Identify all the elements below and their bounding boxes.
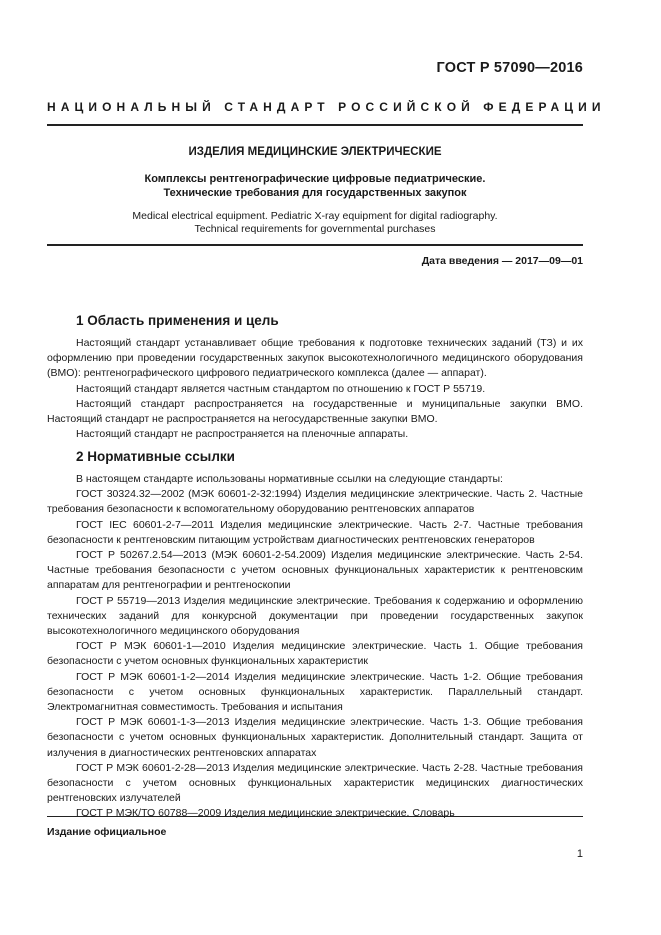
footer-divider xyxy=(47,816,583,817)
reference-item: ГОСТ Р МЭК 60601-1-3—2013 Изделия медицинские электрические. Часть 1-3. Общие требования безопасности с учетом основных функциональных характеристик. Дополнительный стандарт. Защита от излучения в диагностических рентгеновских аппаратах xyxy=(47,716,583,759)
reference-item: ГОСТ Р 55719—2013 Изделия медицинские электрические. Требования к содержанию и оформлению технических заданий для конкурсной документации при проведении государственных закупок высокотехнологичного медицинского оборудования xyxy=(47,594,583,638)
official-edition-label: Издание официальное xyxy=(47,826,167,838)
english-title xyxy=(47,210,583,236)
reference-item: ГОСТ Р МЭК/ТО 60788—2009 Изделия медицинские электрические. Словарь xyxy=(76,807,455,820)
reference-item: ГОСТ 30324.32—2002 (МЭК 60601-2-32:1994) Изделия медицинские электрические. Часть 2. Частные требования безопасности к вспомогательному оборудованию рентгеновских аппаратов xyxy=(47,488,583,516)
section-2-heading: 2 Нормативные ссылки xyxy=(76,449,235,464)
english-title-line-2: Technical requirements for governmental purchases xyxy=(194,223,436,235)
introduction-date: Дата введения — 2017—09—01 xyxy=(421,255,583,267)
section-1-heading: 1 Область применения и цель xyxy=(76,313,279,328)
subtitle-line-1: Комплексы рентгенографические цифровые педиатрические. xyxy=(144,173,486,185)
section-2-paragraph: В настоящем стандарте использованы нормативные ссылки на следующие стандарты: xyxy=(76,473,503,485)
subtitle xyxy=(47,172,583,200)
english-title-line-1: Medical electrical equipment. Pediatric X-ray equipment for digital radiography. xyxy=(132,210,498,222)
section-1-body xyxy=(47,336,583,442)
section-1-paragraph: Настоящий стандарт является частным стандартом по отношению к ГОСТ Р 55719. xyxy=(76,382,486,395)
reference-item: ГОСТ Р МЭК 60601-2-28—2013 Изделия медицинские электрические. Часть 2-28. Частные требования безопасности с учетом основных функциональных характеристик медицинских диагностических рентгеновских излучателей xyxy=(47,761,583,805)
page-number: 1 xyxy=(576,848,583,860)
header-divider xyxy=(47,124,583,126)
reference-item: ГОСТ Р 50267.2.54—2013 (МЭК 60601-2-54.2009) Изделия медицинские электрические. Часть 2-54. Частные требования безопасности с учетом основных функциональных характеристик к рентгеновским аппаратам для рентгенографии и рентгеноскопии xyxy=(47,549,583,592)
subtitle-line-2: Технические требования для государственных закупок xyxy=(163,187,467,199)
reference-item: ГОСТ Р МЭК 60601-1-2—2014 Изделия медицинские электрические. Часть 1-2. Общие требования безопасности с учетом основных функциональных характеристик. Параллельный стандарт. Электромагнитная совместимость. Требования и испытания xyxy=(47,670,583,714)
main-title: ИЗДЕЛИЯ МЕДИЦИНСКИЕ ЭЛЕКТРИЧЕСКИЕ xyxy=(188,146,442,158)
reference-item: ГОСТ Р МЭК 60601-1—2010 Изделия медицинские электрические. Часть 1. Общие требования безопасности с учетом основных функциональных характеристик xyxy=(47,640,583,668)
national-standard-banner: НАЦИОНАЛЬНЫЙ СТАНДАРТ РОССИЙСКОЙ ФЕДЕРАЦИИ xyxy=(47,100,606,114)
section-1-paragraph: Настоящий стандарт распространяется на государственные и муниципальные закупки ВМО. Настоящий стандарт не распространяется на негосударственные закупки ВМО. xyxy=(47,397,583,426)
reference-item: ГОСТ IEC 60601-2-7—2011 Изделия медицинские электрические. Часть 2-7. Частные требования безопасности к рентгеновским питающим устройствам диагностических рентгеновских генераторов xyxy=(47,518,583,546)
title-divider xyxy=(47,244,583,246)
section-1-paragraph: Настоящий стандарт не распространяется на пленочные аппараты. xyxy=(76,428,409,441)
section-2-body xyxy=(47,472,583,822)
standard-number: ГОСТ Р 57090—2016 xyxy=(436,60,583,76)
section-1-paragraph: Настоящий стандарт устанавливает общие требования к подготовке технических заданий (ТЗ) и их оформлению при проведении государственных закупок высокотехнологичного медицинского оборудования (ВМО): рентгенографического цифрового педиатрического комплекса (далее — аппарат). xyxy=(47,337,583,380)
